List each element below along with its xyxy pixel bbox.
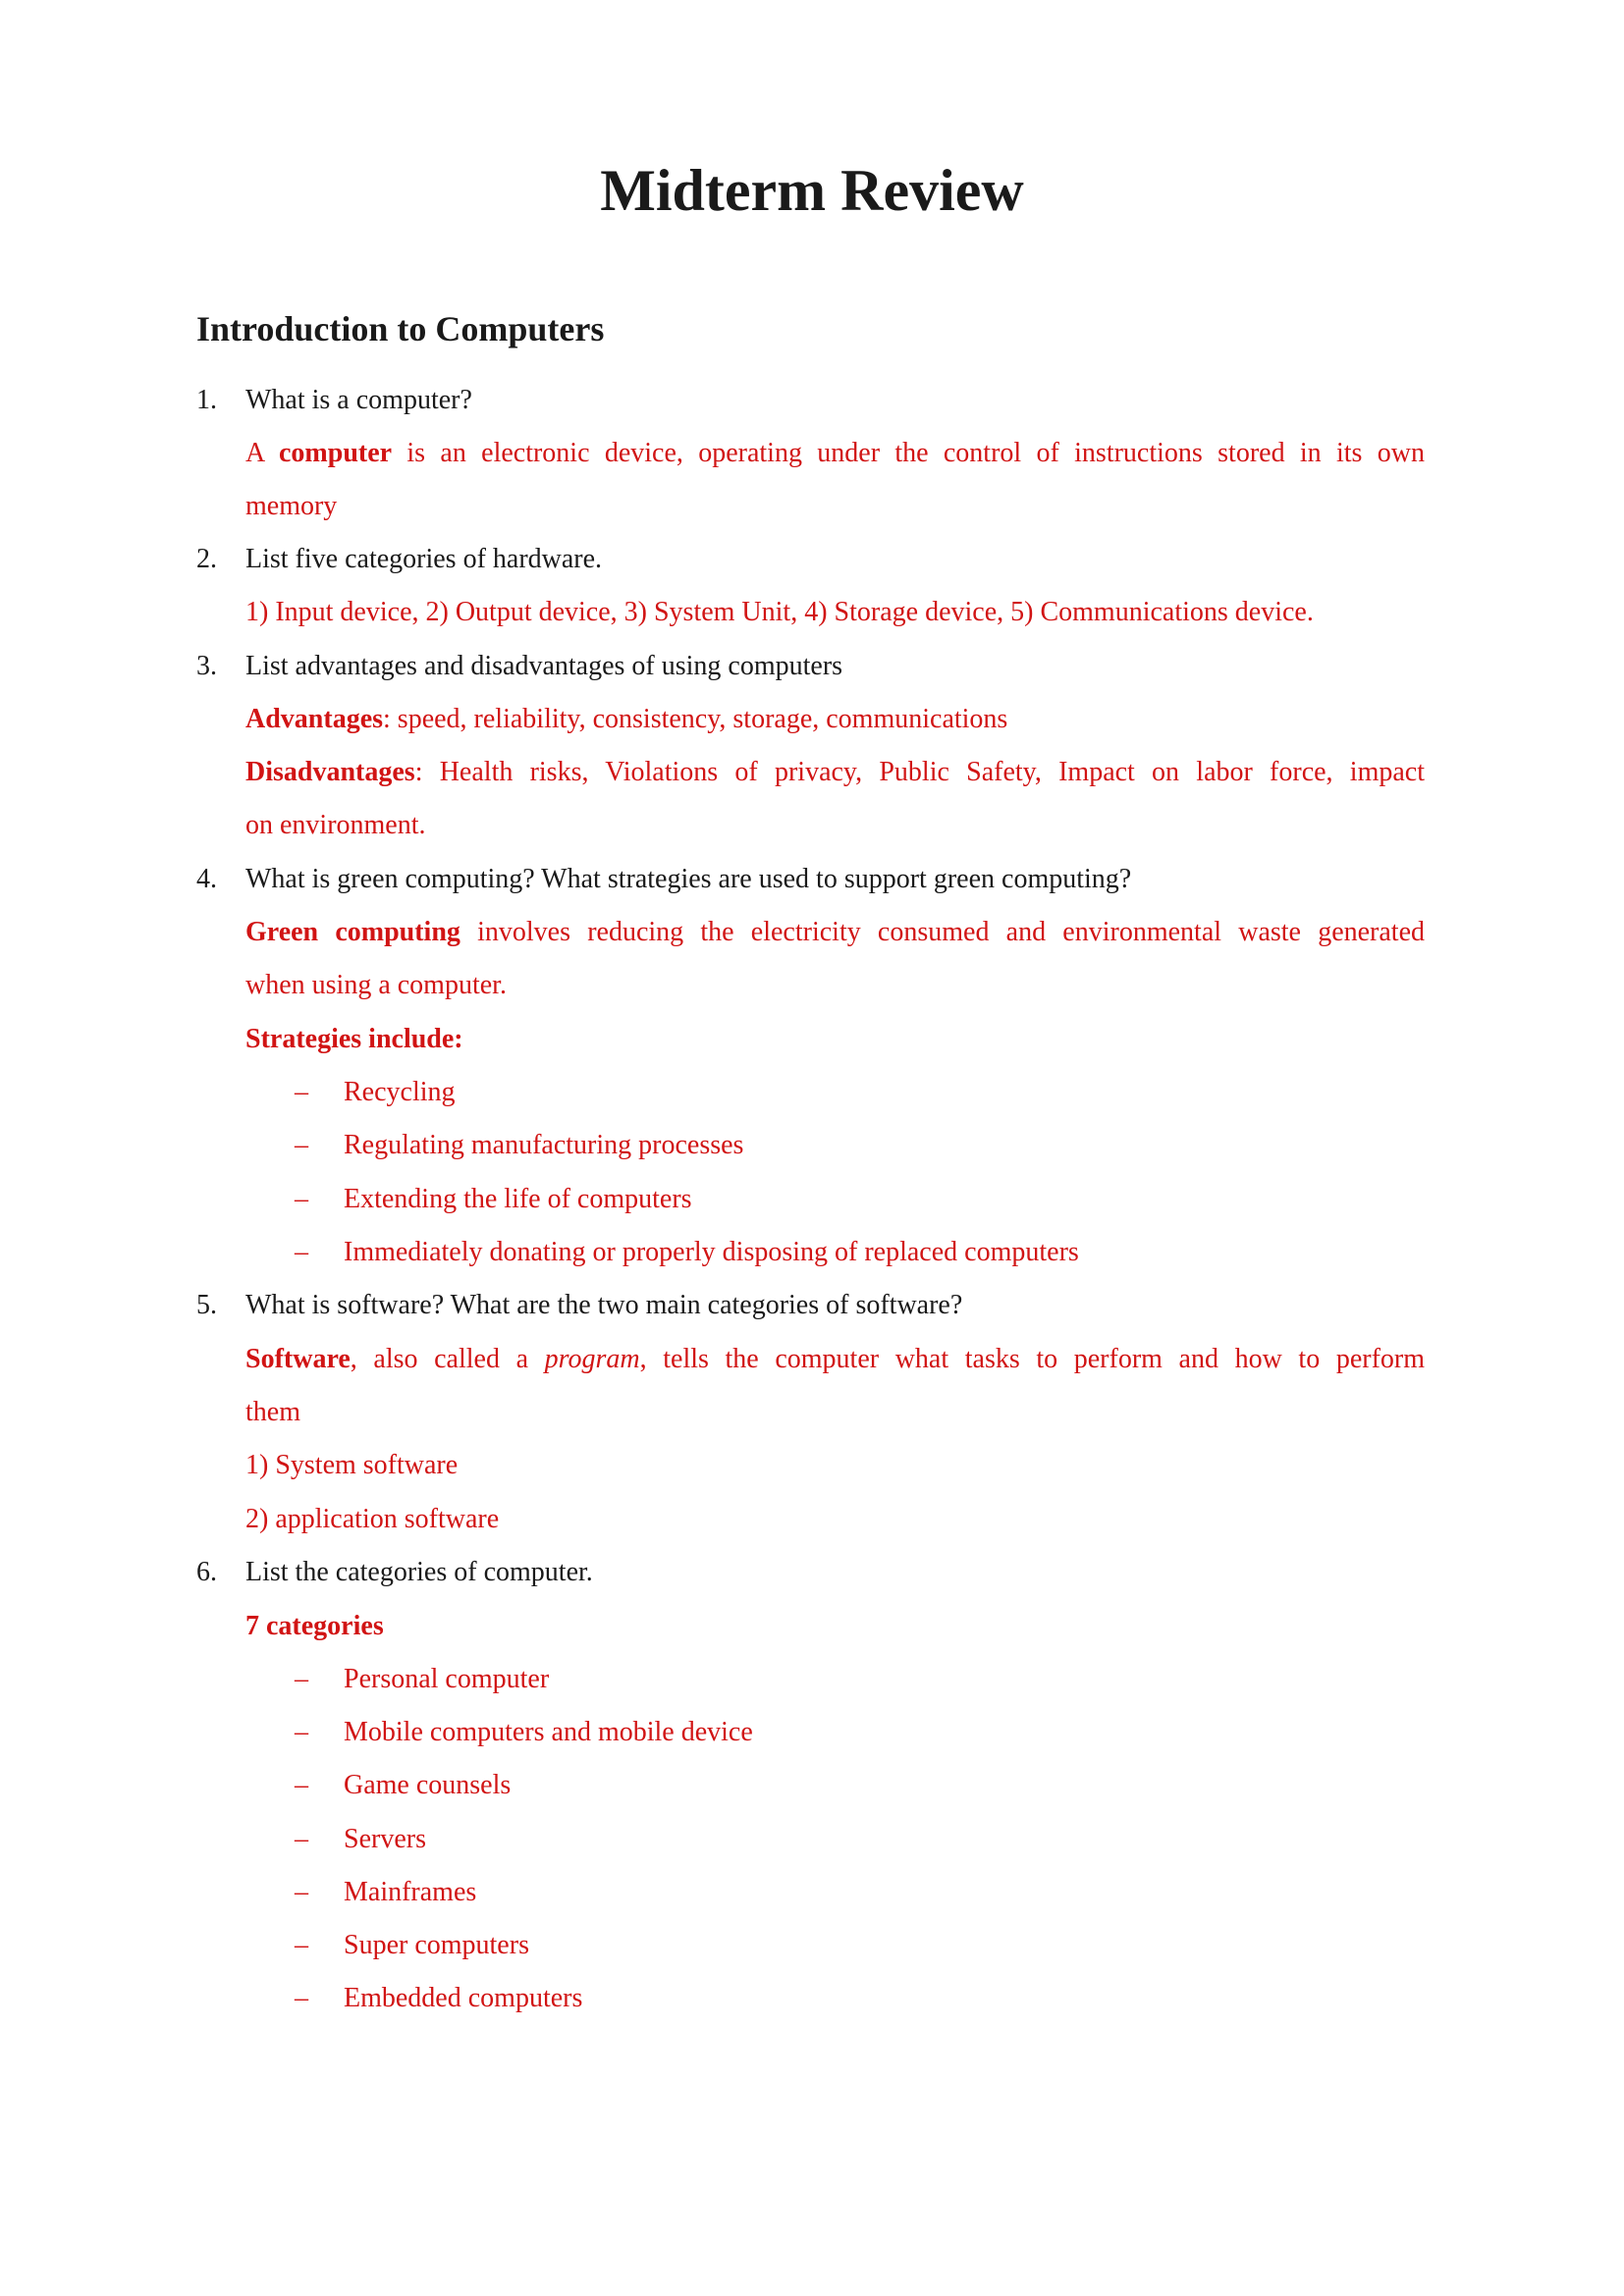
list-dash: –: [295, 1237, 308, 1267]
answer-term: Green computing: [245, 917, 460, 947]
list-dash: –: [295, 1664, 308, 1694]
list-dash: –: [295, 1877, 308, 1907]
question-number: 3.: [196, 651, 217, 681]
answer-term: Advantages: [245, 704, 384, 734]
list-item: Personal computer: [344, 1664, 550, 1694]
answer-text: Software, also called a program, tells the computer what tasks to perform and how to perform: [245, 1344, 1425, 1374]
list-item: Embedded computers: [344, 1983, 583, 2013]
question-number: 6.: [196, 1557, 217, 1587]
list-dash: –: [295, 1130, 308, 1160]
question-number: 1.: [196, 385, 217, 415]
list-dash: –: [295, 1717, 308, 1747]
list-dash: –: [295, 1077, 308, 1107]
list-item: Extending the life of computers: [344, 1184, 692, 1214]
software-category: 1) System software: [245, 1450, 459, 1480]
question-text: What is software? What are the two main categories of software?: [245, 1290, 963, 1320]
answer-term: computer: [279, 438, 393, 468]
list-item: Recycling: [344, 1077, 456, 1107]
list-dash: –: [295, 1983, 308, 2013]
list-item: Regulating manufacturing processes: [344, 1130, 744, 1160]
answer-continuation: them: [245, 1397, 300, 1427]
list-item: Super computers: [344, 1930, 529, 1960]
question-text: List the categories of computer.: [245, 1557, 593, 1587]
software-category: 2) application software: [245, 1504, 500, 1534]
question-number: 2.: [196, 544, 217, 574]
list-dash: –: [295, 1184, 308, 1214]
categories-label: 7 categories: [245, 1611, 384, 1641]
list-dash: –: [295, 1930, 308, 1960]
list-dash: –: [295, 1824, 308, 1854]
strategies-label: Strategies include:: [245, 1024, 463, 1054]
list-item: Immediately donating or properly disposing of replaced computers: [344, 1237, 1079, 1267]
answer-text: A computer is an electronic device, operating under the control of instructions stored in its own: [245, 438, 1425, 468]
page-title: Midterm Review: [600, 158, 1024, 223]
list-item: Mobile computers and mobile device: [344, 1717, 753, 1747]
list-dash: –: [295, 1770, 308, 1800]
advantages-answer: Advantages: speed, reliability, consistency, storage, communications: [245, 704, 1008, 734]
list-item: Game counsels: [344, 1770, 512, 1800]
disadvantages-answer: Disadvantages: Health risks, Violations of privacy, Public Safety, Impact on labor force, impact: [245, 757, 1425, 787]
answer-term: Disadvantages: [245, 757, 415, 787]
question-text: List advantages and disadvantages of using computers: [245, 651, 843, 681]
question-number: 4.: [196, 864, 217, 894]
answer-italic-term: program: [544, 1344, 640, 1374]
question-number: 5.: [196, 1290, 217, 1320]
list-item: Servers: [344, 1824, 426, 1854]
answer-continuation: when using a computer.: [245, 970, 507, 1000]
answer-text: 1) Input device, 2) Output device, 3) System Unit, 4) Storage device, 5) Communications device.: [245, 597, 1314, 627]
answer-continuation: memory: [245, 491, 338, 521]
question-text: What is a computer?: [245, 385, 472, 415]
section-heading: Introduction to Computers: [196, 309, 605, 348]
question-text: What is green computing? What strategies are used to support green computing?: [245, 864, 1132, 894]
question-text: List five categories of hardware.: [245, 544, 603, 574]
answer-text: Green computing involves reducing the electricity consumed and environmental waste generated: [245, 917, 1426, 947]
answer-continuation: on environment.: [245, 810, 426, 840]
answer-term: Software: [245, 1344, 351, 1374]
list-item: Mainframes: [344, 1877, 477, 1907]
